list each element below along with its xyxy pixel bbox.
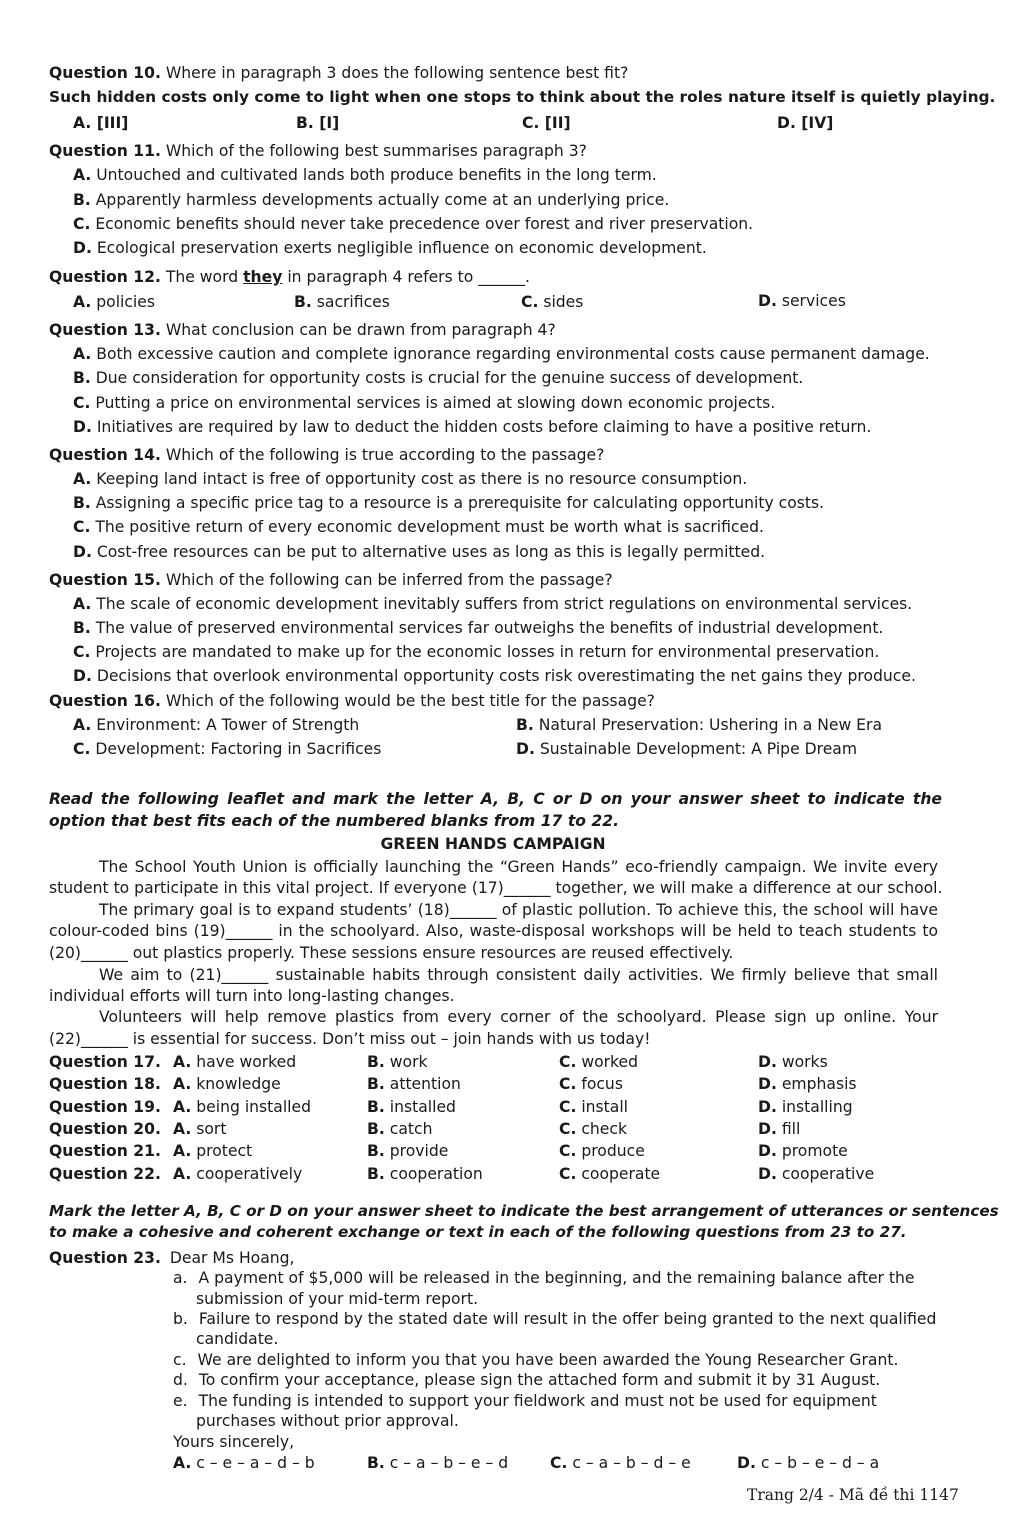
option-text: check	[576, 1119, 627, 1138]
option-text: protect	[191, 1142, 253, 1161]
item-key: c.	[173, 1351, 187, 1369]
option-text: produce	[576, 1142, 645, 1161]
option-a	[173, 1453, 315, 1473]
option-c	[73, 517, 764, 537]
option-letter: D.	[73, 667, 92, 685]
option-letter: A.	[73, 470, 92, 488]
option-text: promote	[776, 1142, 848, 1161]
gap-question-label: Question 18.	[49, 1075, 161, 1094]
option-letter: D.	[516, 740, 535, 758]
option-b	[73, 618, 883, 638]
option-b	[367, 1453, 508, 1473]
option-text: The positive return of every economic development must be worth what is sacrificed.	[90, 518, 764, 536]
option-letter: B.	[73, 369, 91, 387]
option-letter: B.	[367, 1119, 385, 1138]
option-text: cooperation	[384, 1164, 483, 1183]
option-a	[173, 1097, 311, 1117]
option-text: knowledge	[191, 1075, 281, 1094]
option-b	[367, 1097, 456, 1117]
option-letter: C.	[521, 293, 539, 311]
option-letter: D.	[73, 543, 92, 561]
question-label: Question 14.	[49, 446, 161, 464]
section-instruction: Read the following leaflet and mark the letter A, B, C or D on your answer sheet to indicate the	[49, 790, 942, 808]
option-a	[173, 1074, 281, 1094]
letter-item-e	[173, 1391, 877, 1411]
option-text: Assigning a specific price tag to a resource is a prerequisite for calculating opportunity costs.	[90, 494, 825, 512]
option-text: Projects are mandated to make up for the economic losses in return for environmental preservation.	[90, 643, 880, 661]
option-letter: C.	[559, 1142, 577, 1161]
question-label: Question 16.	[49, 692, 161, 710]
option-letter: C.	[73, 740, 91, 758]
underlined-word: they	[243, 268, 283, 286]
option-letter: C.	[73, 518, 91, 536]
question-label: Question 10.	[49, 64, 161, 82]
option-b	[516, 715, 882, 735]
option-d	[73, 666, 916, 686]
option-a	[173, 1164, 302, 1184]
option-letter: C.	[559, 1119, 577, 1138]
option-text: The scale of economic development inevitably suffers from strict regulations on environmental services.	[91, 595, 913, 613]
option-b	[73, 368, 803, 388]
question-text: The word	[160, 268, 244, 286]
option-text: c – a – b – d – e	[567, 1454, 691, 1472]
option-letter: C.	[73, 643, 91, 661]
option-d	[73, 542, 765, 562]
option-b	[367, 1164, 483, 1184]
letter-item-d	[173, 1370, 880, 1390]
option-letter: D.	[758, 1097, 777, 1116]
option-text: work	[384, 1053, 428, 1071]
option-c	[521, 292, 583, 312]
option-text: catch	[384, 1119, 433, 1138]
question-23-stem	[49, 1248, 295, 1268]
option-letter: B.	[367, 1164, 385, 1183]
option-a	[173, 1052, 296, 1072]
option-text: provide	[384, 1142, 449, 1161]
option-a	[73, 469, 747, 489]
option-letter: A.	[73, 166, 92, 184]
letter-greeting: Dear Ms Hoang,	[169, 1249, 295, 1267]
option-letter: D.	[758, 292, 777, 310]
option-letter: B.	[294, 293, 312, 311]
option-letter: A.	[173, 1454, 192, 1472]
option-b	[367, 1074, 461, 1094]
option-a: A. [III]	[73, 114, 129, 132]
leaflet-paragraph-2: The primary goal is to expand students’ (18)______ of plastic pollution. To achieve this, the school will have	[99, 901, 938, 919]
question-16-stem	[49, 691, 655, 711]
option-text: focus	[576, 1075, 623, 1094]
option-letter: A.	[73, 293, 92, 311]
option-b	[73, 493, 824, 513]
option-d	[73, 417, 871, 437]
gap-question-label: Question 19.	[49, 1097, 161, 1116]
option-text: works	[776, 1053, 828, 1071]
option-text: Keeping land intact is free of opportunity cost as there is no resource consumption.	[91, 470, 748, 488]
option-b	[294, 292, 390, 312]
question-10-quote: Such hidden costs only come to light when one stops to think about the roles nature itself is quietly playing.	[49, 88, 996, 106]
option-letter: B.	[516, 716, 534, 734]
option-text: Decisions that overlook environmental opportunity costs risk overestimating the net gains they produce.	[91, 667, 916, 685]
option-letter: D.	[758, 1053, 777, 1071]
option-text: worked	[576, 1053, 639, 1071]
option-letter: C.	[559, 1097, 577, 1116]
question-text: What conclusion can be drawn from paragraph 4?	[160, 321, 556, 339]
option-c	[559, 1119, 627, 1139]
option-c: C. [II]	[522, 114, 571, 132]
option-text: Apparently harmless developments actually come at an underlying price.	[90, 191, 670, 209]
letter-item-a-continued: submission of your mid-term report.	[196, 1290, 479, 1308]
gap-question-label: Question 21.	[49, 1142, 161, 1161]
option-c	[73, 214, 753, 234]
letter-item-b-continued: candidate.	[196, 1330, 279, 1348]
option-text: c – e – a – d – b	[191, 1454, 315, 1472]
letter-closing: Yours sincerely,	[173, 1433, 295, 1451]
option-text: Cost-free resources can be put to alternative uses as long as this is legally permitted.	[91, 543, 766, 561]
option-d	[758, 1141, 848, 1161]
option-c	[559, 1141, 645, 1161]
item-text: The funding is intended to support your fieldwork and must not be used for equipment	[198, 1392, 877, 1410]
leaflet-paragraph-3: individual efforts will turn into long-lasting changes.	[49, 987, 455, 1005]
option-text: cooperate	[576, 1164, 661, 1183]
question-text: Which of the following best summarises paragraph 3?	[160, 142, 587, 160]
item-key: e.	[173, 1392, 188, 1410]
question-14-stem	[49, 445, 604, 465]
option-c	[559, 1074, 623, 1094]
question-label: Question 15.	[49, 571, 161, 589]
option-letter: D.	[73, 239, 92, 257]
question-13-stem	[49, 320, 556, 340]
option-letter: A.	[73, 595, 92, 613]
option-letter: A.	[173, 1119, 192, 1138]
letter-item-b	[173, 1309, 936, 1329]
option-b	[367, 1141, 448, 1161]
option-text: being installed	[191, 1097, 311, 1116]
gap-question-label: Question 20.	[49, 1119, 161, 1138]
section-instruction: Mark the letter A, B, C or D on your answer sheet to indicate the best arrangement of utterances or sentences	[49, 1202, 999, 1220]
option-letter: B.	[73, 619, 91, 637]
leaflet-paragraph-4: Volunteers will help remove plastics from every corner of the schoolyard. Please sign up online. Your	[99, 1008, 938, 1026]
option-text: cooperatively	[191, 1164, 303, 1183]
option-text: emphasis	[776, 1075, 857, 1094]
question-label: Question 13.	[49, 321, 161, 339]
option-a	[73, 594, 912, 614]
option-d	[73, 238, 707, 258]
page-footer: Trang 2/4 - Mã đề thi 1147	[747, 1486, 959, 1504]
option-d	[737, 1453, 879, 1473]
option-letter: B.	[367, 1075, 385, 1094]
item-key: a.	[173, 1269, 188, 1287]
letter-item-c	[173, 1350, 898, 1370]
option-text: sacrifices	[311, 293, 390, 311]
leaflet-paragraph-1: student to participate in this vital project. If everyone (17)______ together, we will make a difference at our school.	[49, 879, 943, 897]
item-text: A payment of $5,000 will be released in the beginning, and the remaining balance after the	[198, 1269, 915, 1287]
option-letter: D.	[758, 1164, 777, 1183]
option-text: installed	[384, 1097, 456, 1116]
option-letter: D.	[758, 1142, 777, 1161]
option-text: fill	[776, 1119, 801, 1138]
option-letter: D.	[758, 1075, 777, 1094]
question-11-stem	[49, 141, 587, 161]
option-d	[758, 1052, 828, 1072]
option-d	[758, 291, 846, 311]
option-letter: A.	[73, 716, 92, 734]
option-c	[73, 393, 775, 413]
option-text: services	[776, 292, 846, 310]
option-text: Both excessive caution and complete ignorance regarding environmental costs cause permanent damage.	[91, 345, 930, 363]
option-a	[73, 292, 155, 312]
item-key: b.	[173, 1310, 188, 1328]
option-text: Development: Factoring in Sacrifices	[90, 740, 382, 758]
option-letter: B.	[367, 1142, 385, 1161]
option-text: Sustainable Development: A Pipe Dream	[534, 740, 858, 758]
question-15-stem	[49, 570, 613, 590]
leaflet-title: GREEN HANDS CAMPAIGN	[380, 835, 606, 853]
option-c	[559, 1164, 660, 1184]
option-c	[73, 642, 879, 662]
option-c	[559, 1097, 628, 1117]
question-label: Question 12.	[49, 268, 161, 286]
question-text: Which of the following is true according to the passage?	[160, 446, 605, 464]
question-text: Which of the following can be inferred from the passage?	[160, 571, 613, 589]
question-text: in paragraph 4 refers to ______.	[282, 268, 531, 286]
leaflet-paragraph-1: The School Youth Union is officially launching the “Green Hands” eco-friendly campaign. We invite every	[99, 858, 938, 876]
option-text: c – b – e – d – a	[755, 1454, 880, 1472]
option-c	[73, 739, 381, 759]
option-d	[758, 1097, 853, 1117]
option-text: Due consideration for opportunity costs is crucial for the genuine success of development.	[90, 369, 804, 387]
option-text: Ecological preservation exerts negligible influence on economic development.	[91, 239, 707, 257]
option-letter: A.	[173, 1142, 192, 1161]
option-a	[73, 344, 930, 364]
option-text: The value of preserved environmental services far outweighs the benefits of industrial development.	[90, 619, 884, 637]
option-c	[550, 1453, 691, 1473]
question-label: Question 23.	[49, 1249, 161, 1267]
item-text: To confirm your acceptance, please sign the attached form and submit it by 31 August.	[198, 1371, 881, 1389]
option-letter: A.	[73, 345, 92, 363]
option-b: B. [I]	[296, 114, 340, 132]
gap-question-label: Question 17.	[49, 1053, 161, 1071]
leaflet-paragraph-2: (20)______ out plastics properly. These sessions ensure resources are reused effectively.	[49, 944, 734, 962]
option-text: Environment: A Tower of Strength	[91, 716, 360, 734]
option-letter: A.	[173, 1164, 192, 1183]
option-letter: C.	[559, 1053, 577, 1071]
option-text: sort	[191, 1119, 227, 1138]
option-b	[73, 190, 669, 210]
option-text: installing	[776, 1097, 853, 1116]
option-letter: B.	[367, 1053, 385, 1071]
option-letter: C.	[550, 1454, 568, 1472]
option-c	[559, 1052, 638, 1072]
option-text: Putting a price on environmental services is aimed at slowing down economic projects.	[90, 394, 776, 412]
option-text: c – a – b – e – d	[384, 1454, 509, 1472]
option-letter: A.	[173, 1053, 192, 1071]
option-letter: D.	[758, 1119, 777, 1138]
option-letter: D.	[737, 1454, 756, 1472]
question-text: Which of the following would be the best title for the passage?	[160, 692, 655, 710]
option-d	[516, 739, 857, 759]
question-label: Question 11.	[49, 142, 161, 160]
question-12-stem	[49, 267, 530, 287]
item-text: Failure to respond by the stated date will result in the offer being granted to the next qualified	[198, 1310, 937, 1328]
option-a	[173, 1141, 252, 1161]
option-d: D. [IV]	[777, 114, 834, 132]
letter-item-e-continued: purchases without prior approval.	[196, 1412, 459, 1430]
section-instruction: option that best fits each of the numbered blanks from 17 to 22.	[49, 812, 620, 830]
option-b	[367, 1119, 432, 1139]
option-a	[173, 1119, 226, 1139]
option-text: cooperative	[776, 1164, 875, 1183]
question-text: Where in paragraph 3 does the following sentence best fit?	[160, 64, 629, 82]
option-d	[758, 1164, 874, 1184]
option-text: Initiatives are required by law to deduct the hidden costs before claiming to have a positive return.	[91, 418, 872, 436]
option-text: policies	[91, 293, 155, 311]
option-d	[758, 1074, 857, 1094]
item-key: d.	[173, 1371, 188, 1389]
leaflet-paragraph-3: We aim to (21)______ sustainable habits through consistent daily activities. We firmly believe that small	[99, 966, 938, 984]
option-a	[73, 165, 657, 185]
option-letter: C.	[559, 1164, 577, 1183]
option-text: attention	[384, 1075, 461, 1094]
option-b	[367, 1052, 428, 1072]
option-d	[758, 1119, 800, 1139]
option-text: have worked	[191, 1053, 297, 1071]
option-letter: C.	[73, 215, 91, 233]
option-letter: C.	[559, 1075, 577, 1094]
option-text: Economic benefits should never take precedence over forest and river preservation.	[90, 215, 754, 233]
option-text: Natural Preservation: Ushering in a New Era	[533, 716, 882, 734]
item-text: We are delighted to inform you that you have been awarded the Young Researcher Grant.	[197, 1351, 899, 1369]
option-text: Untouched and cultivated lands both produce benefits in the long term.	[91, 166, 657, 184]
option-letter: D.	[73, 418, 92, 436]
option-letter: B.	[73, 494, 91, 512]
option-letter: B.	[367, 1097, 385, 1116]
section-instruction: to make a cohesive and coherent exchange or text in each of the following questions from 23 to 27.	[49, 1223, 907, 1241]
leaflet-paragraph-4: (22)______ is essential for success. Don’t miss out – join hands with us today!	[49, 1030, 651, 1048]
option-letter: A.	[173, 1075, 192, 1094]
option-letter: B.	[73, 191, 91, 209]
leaflet-paragraph-2: colour-coded bins (19)______ in the schoolyard. Also, waste-disposal workshops will be held to teach students to	[49, 922, 938, 940]
option-text: sides	[538, 293, 584, 311]
option-a	[73, 715, 359, 735]
option-letter: B.	[367, 1454, 385, 1472]
option-letter: C.	[73, 394, 91, 412]
option-text: install	[576, 1097, 629, 1116]
gap-question-label: Question 22.	[49, 1164, 161, 1183]
question-10-stem	[49, 63, 628, 83]
option-letter: A.	[173, 1097, 192, 1116]
letter-item-a	[173, 1268, 915, 1288]
